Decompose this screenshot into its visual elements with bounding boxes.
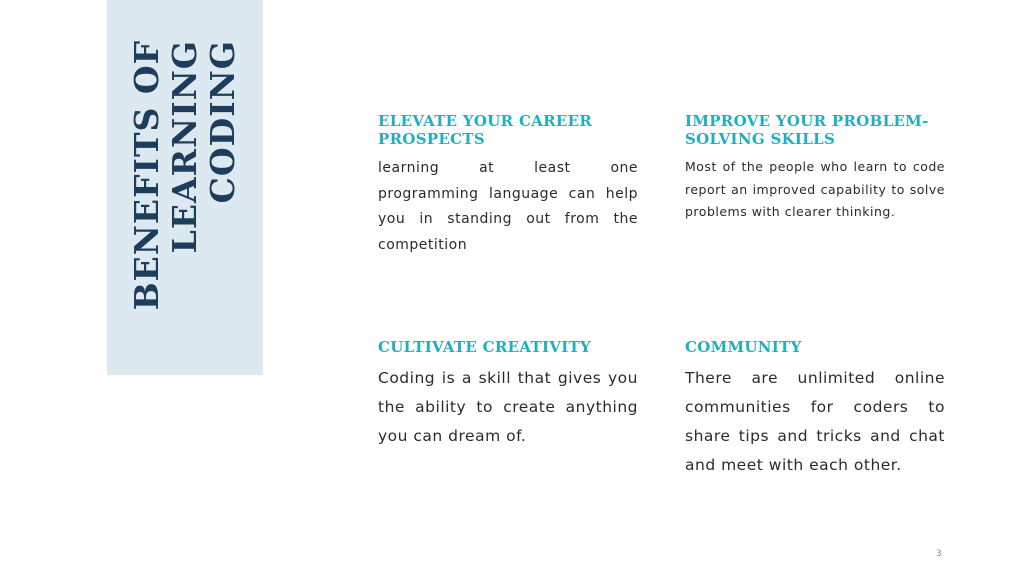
benefit-card-career [378,112,638,258]
slide-title-line: LEARNING [165,40,204,254]
benefit-card-problem-solving [685,112,945,224]
slide-title [128,40,242,330]
card-heading: IMPROVE YOUR PROBLEM-SOLVING SKILLS [685,112,929,148]
page-number: 3 [936,549,942,559]
card-body: Most of the people who learn to code report an improved capability to solve problems with clearer thinking. [685,159,945,219]
card-body: Coding is a skill that gives you the ability to create anything you can dream of. [378,369,638,445]
slide-title-line: BENEFITS OF [127,40,166,311]
card-body: There are unlimited online communities for coders to share tips and tricks and chat and meet with each other. [685,369,945,474]
card-heading: COMMUNITY [685,338,802,356]
card-heading: ELEVATE YOUR CAREER PROSPECTS [378,112,593,148]
slide-title-line: CODING [203,40,242,204]
benefit-card-creativity [378,338,638,451]
card-body: learning at least one programming language can help you in standing out from the competition [378,160,638,253]
card-heading: CULTIVATE CREATIVITY [378,338,591,356]
benefit-card-community [685,338,945,480]
